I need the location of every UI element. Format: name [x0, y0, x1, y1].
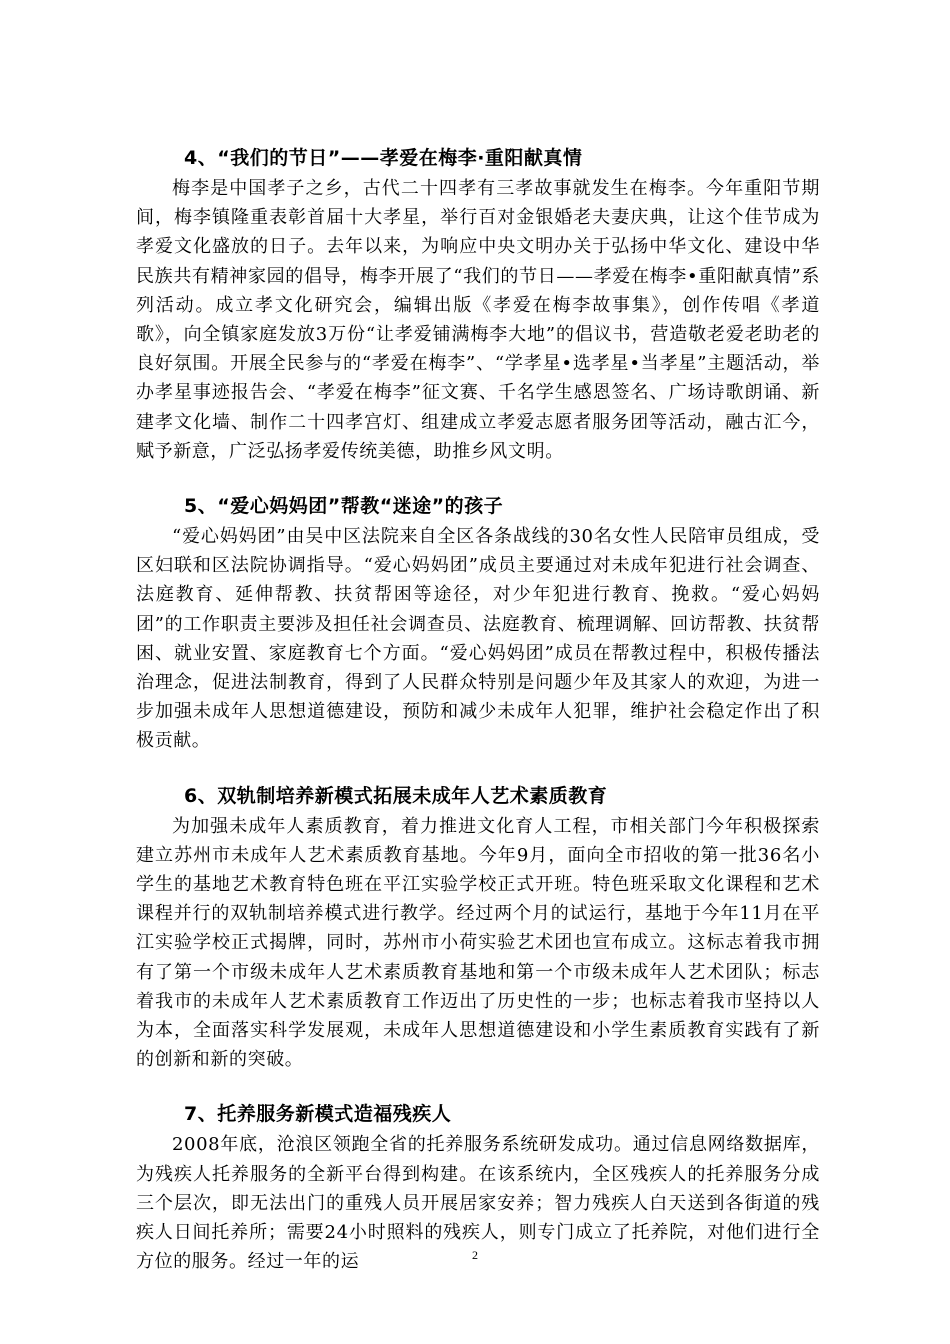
page-number: 2	[472, 1248, 478, 1262]
section-heading: 6、双轨制培养新模式拓展未成年人艺术素质教育	[184, 784, 608, 807]
section-heading: 4、“我们的节日”——孝爱在梅李·重阳献真情	[184, 147, 583, 169]
section-4	[136, 143, 820, 466]
section-body: 为加强未成年人素质教育，着力推进文化育人工程，市相关部门今年积极探索建立苏州市未成年人艺术素质教育基地。今年9月，面向全市招收的第一批36名小学生的基地艺术教育特色班在平江实验学校正式开班。特色班采取文化课程和艺术课程并行的双轨制培养模式进行教学。经过两个月的试运行，基地于今年11月在平江实验学校正式揭牌，同时，苏州市小荷实验艺术团也宣布成立。这标志着我市拥有了第一个市级未成年人艺术素质教育基地和第一个市级未成年人艺术团队；标志着我市的未成年人艺术素质教育工作迈出了历史性的一步；也标志着我市坚持以人为本，全面落实科学发展观，未成年人思想道德建设和小学生素质教育实践有了新的创新和新的突破。	[136, 815, 820, 1071]
section-body: 梅李是中国孝子之乡，古代二十四孝有三孝故事就发生在梅李。今年重阳节期间，梅李镇隆重表彰首届十大孝星，举行百对金银婚老夫妻庆典，让这个佳节成为孝爱文化盛放的日子。去年以来，为响应中央文明办关于弘扬中华文化、建设中华民族共有精神家园的倡导，梅李开展了“我们的节日——孝爱在梅李•重阳献真情”系列活动。成立孝文化研究会，编辑出版《孝爱在梅李故事集》，创作传唱《孝道歌》，向全镇家庭发放3万份“让孝爱铺满梅李大地”的倡议书，营造敬老爱老助老的良好氛围。开展全民参与的“孝爱在梅李”、“学孝星•选孝星•当孝星”主题活动，举办孝星事迹报告会、“孝爱在梅李”征文赛、千名学生感恩签名、广场诗歌朗诵、新建孝文化墙、制作二十四孝宫灯、组建成立孝爱志愿者服务团等活动，融古汇今，赋予新意，广泛弘扬孝爱传统美德，助推乡风文明。	[136, 178, 820, 462]
section-heading: 7、托养服务新模式造福残疾人	[184, 1103, 452, 1126]
section-body: “爱心妈妈团”由吴中区法院来自全区各条战线的30名女性人民陪审员组成，受区妇联和区法院协调指导。“爱心妈妈团”成员主要通过对未成年犯进行社会调查、法庭教育、延伸帮教、扶贫帮困等途径，对少年犯进行教育、挽救。“爱心妈妈团”的工作职责主要涉及担任社会调查员、法庭教育、梳理调解、回访帮教、扶贫帮困、就业安置、家庭教育七个方面。“爱心妈妈团”成员在帮教过程中，积极传播法治理念，促进法制教育，得到了人民群众特别是问题少年及其家人的欢迎，为进一步加强未成年人思想道德建设，预防和减少未成年人犯罪，维护社会稳定作出了积极贡献。	[136, 526, 820, 752]
document-page	[136, 143, 820, 1302]
section-6	[136, 781, 820, 1075]
section-body: 2008年底，沧浪区领跑全省的托养服务系统研发成功。通过信息网络数据库，为残疾人托养服务的全新平台得到构建。在该系统内，全区残疾人的托养服务分成三个层次，即无法出门的重残人员开展居家安养；智力残疾人白天送到各街道的残疾人日间托养所；需要24小时照料的残疾人，则专门成立了托养院，对他们进行全方位的服务。经过一年的运	[136, 1134, 820, 1273]
section-5	[136, 491, 820, 756]
section-heading: 5、“爱心妈妈团”帮教“迷途”的孩子	[184, 495, 504, 518]
